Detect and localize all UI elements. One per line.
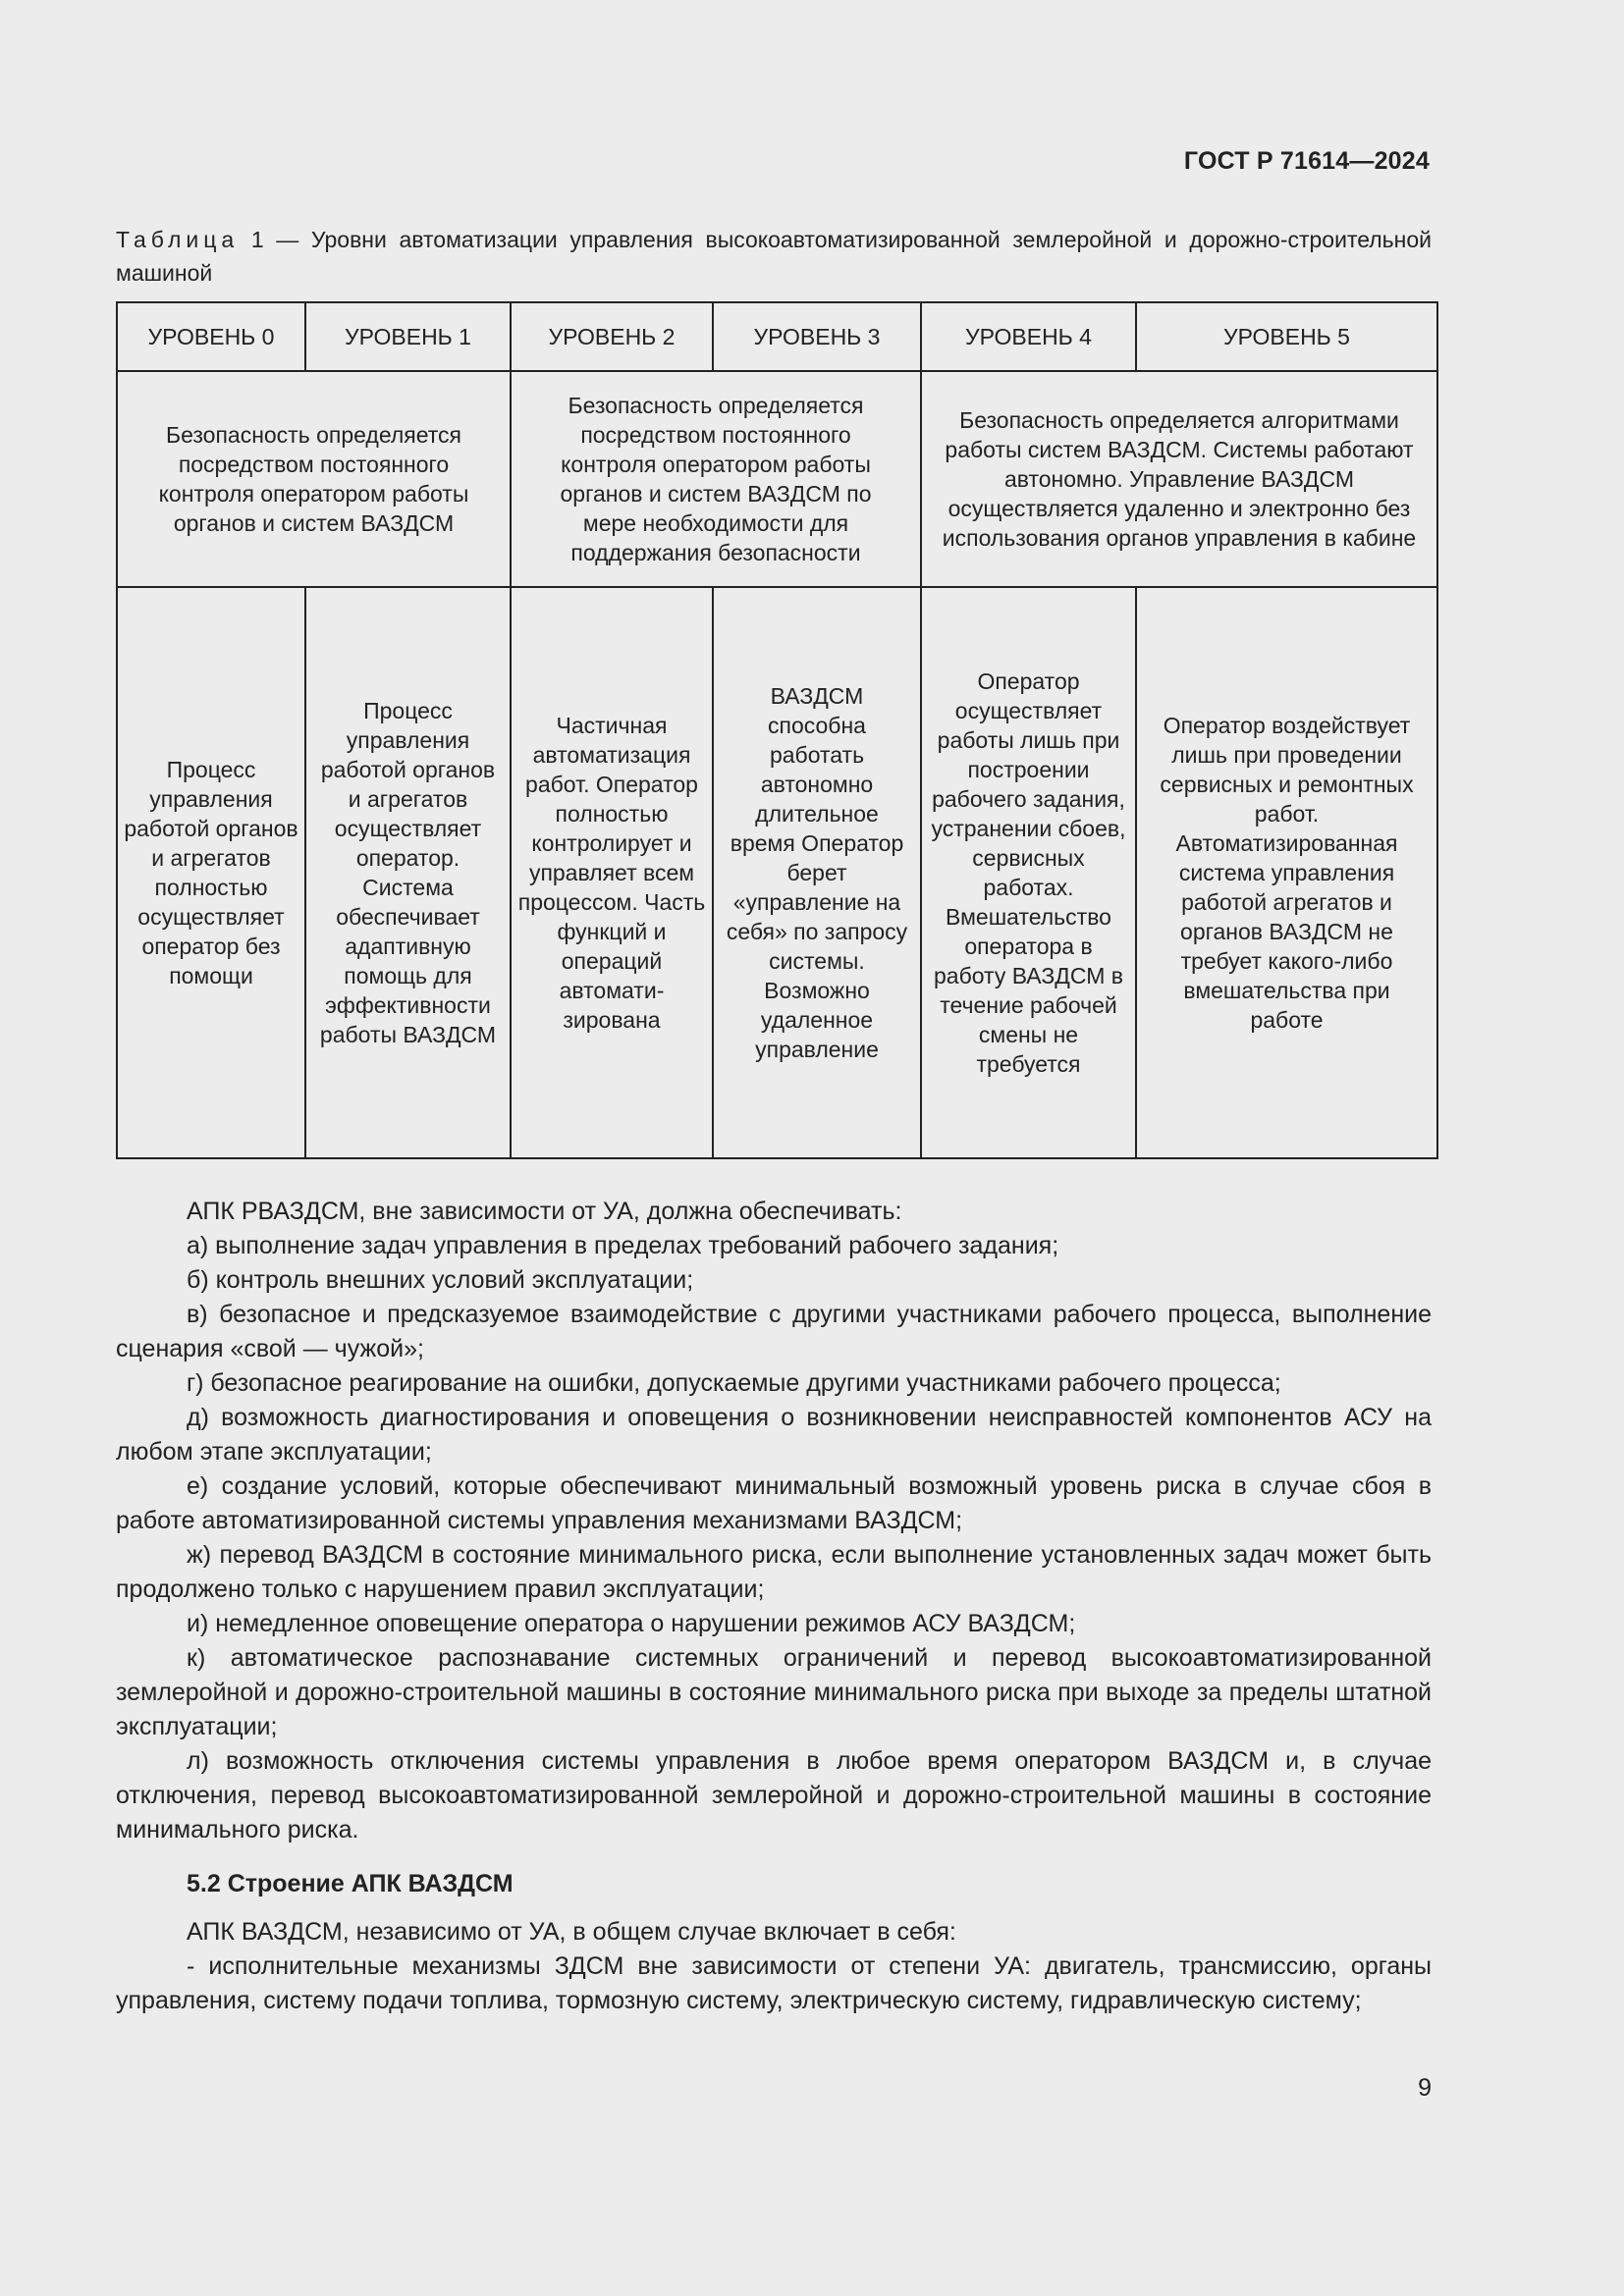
safety-levels-4-5: Безопасность определяется алгоритмами работы систем ВАЗДСМ. Системы работают автономно. Управление ВАЗДСМ осуществляется удаленно и электронно без использования органов управления в кабине <box>921 371 1437 587</box>
section-intro: АПК ВАЗДСМ, независимо от УА, в общем случае включает в себя: <box>187 1918 956 1946</box>
header-level-0: УРОВЕНЬ 0 <box>117 302 305 371</box>
description-level-2: Частичная автоматизация работ. Оператор полностью контролирует и управляет всем процессом. Часть функций и операций автомати-зирована <box>511 587 713 1158</box>
requirement-item: б) контроль внешних условий эксплуатации; <box>187 1266 694 1294</box>
description-level-5: Оператор воздействует лишь при проведении сервисных и ремонтных работ. Автоматизированная система управления работой агрегатов и органов ВАЗДСМ не требует какого-либо вмешательства при работе <box>1136 587 1437 1158</box>
description-level-3: ВАЗДСМ способна работать автономно длительное время Оператор берет «управление на себя» по запросу системы. Возможно удаленное управление <box>713 587 921 1158</box>
section-heading: 5.2 Строение АПК ВАЗДСМ <box>187 1870 514 1897</box>
header-level-5: УРОВЕНЬ 5 <box>1136 302 1437 371</box>
requirement-item: е) создание условий, которые обеспечивают минимальный возможный уровень риска в случае сбоя в работе автоматизированной системы управления механизмами ВАЗДСМ; <box>116 1472 1432 1534</box>
table-caption <box>116 223 1432 290</box>
safety-levels-2-3: Безопасность определяется посредством постоянного контроля оператором работы органов и систем ВАЗДСМ по мере необходимости для поддержания безопасности <box>511 371 921 587</box>
requirement-item: д) возможность диагностирования и оповещения о возникновении неисправностей компонентов АСУ на любом этапе эксплуатации; <box>116 1404 1432 1466</box>
requirement-item: ж) перевод ВАЗДСМ в состояние минимального риска, если выполнение установленных задач может быть продолжено только с нарушением правил эксплуатации; <box>116 1541 1432 1603</box>
requirement-item: л) возможность отключения системы управления в любое время оператором ВАЗДСМ и, в случае отключения, перевод высокоавтоматизированной землеройной и дорожно-строительной машины в состояние минимального риска. <box>116 1747 1432 1843</box>
table-description-row <box>117 587 1437 1158</box>
table-safety-row <box>117 371 1437 587</box>
table-header-row <box>117 302 1437 371</box>
header-level-2: УРОВЕНЬ 2 <box>511 302 713 371</box>
body-text <box>116 1195 1432 2018</box>
header-level-3: УРОВЕНЬ 3 <box>713 302 921 371</box>
requirement-item: г) безопасное реагирование на ошибки, допускаемые другими участниками рабочего процесса; <box>187 1369 1281 1397</box>
table-caption-text: 1 — Уровни автоматизации управления высокоавтоматизированной землеройной и дорожно-строительной машиной <box>116 227 1432 286</box>
requirement-item: в) безопасное и предсказуемое взаимодействие с другими участниками рабочего процесса, выполнение сценария «свой — чужой»; <box>116 1301 1432 1362</box>
requirement-item: и) немедленное оповещение оператора о нарушении режимов АСУ ВАЗДСМ; <box>187 1610 1076 1637</box>
header-level-4: УРОВЕНЬ 4 <box>921 302 1136 371</box>
description-level-1: Процесс управления работой органов и агрегатов осуществляет оператор. Система обеспечивает адаптивную помощь для эффективности работы ВАЗДСМ <box>305 587 511 1158</box>
header-level-1: УРОВЕНЬ 1 <box>305 302 511 371</box>
automation-levels-table <box>116 301 1438 1159</box>
page-number: 9 <box>1418 2074 1432 2102</box>
description-level-0: Процесс управления работой органов и агрегатов полностью осуществляет оператор без помощи <box>117 587 305 1158</box>
description-level-4: Оператор осуществляет работы лишь при построении рабочего задания, устранении сбоев, сервисных работах. Вмешательство оператора в работу ВАЗДСМ в течение рабочей смены не требуется <box>921 587 1136 1158</box>
requirement-item: к) автоматическое распознавание системных ограничений и перевод высокоавтоматизированной землеройной и дорожно-строительной машины в состояние минимального риска при выходе за пределы штатной эксплуатации; <box>116 1644 1432 1740</box>
section-item: - исполнительные механизмы ЗДСМ вне зависимости от степени УА: двигатель, трансмиссию, органы управления, систему подачи топлива, тормозную систему, электрическую систему, гидравлическую систему; <box>116 1952 1432 2014</box>
requirements-intro: АПК РВАЗДСМ, вне зависимости от УА, должна обеспечивать: <box>187 1198 902 1225</box>
table-caption-label: Таблица <box>116 227 240 252</box>
safety-levels-0-1: Безопасность определяется посредством постоянного контроля оператором работы органов и систем ВАЗДСМ <box>117 371 511 587</box>
requirement-item: а) выполнение задач управления в пределах требований рабочего задания; <box>187 1232 1059 1259</box>
document-code: ГОСТ Р 71614—2024 <box>1183 147 1430 175</box>
